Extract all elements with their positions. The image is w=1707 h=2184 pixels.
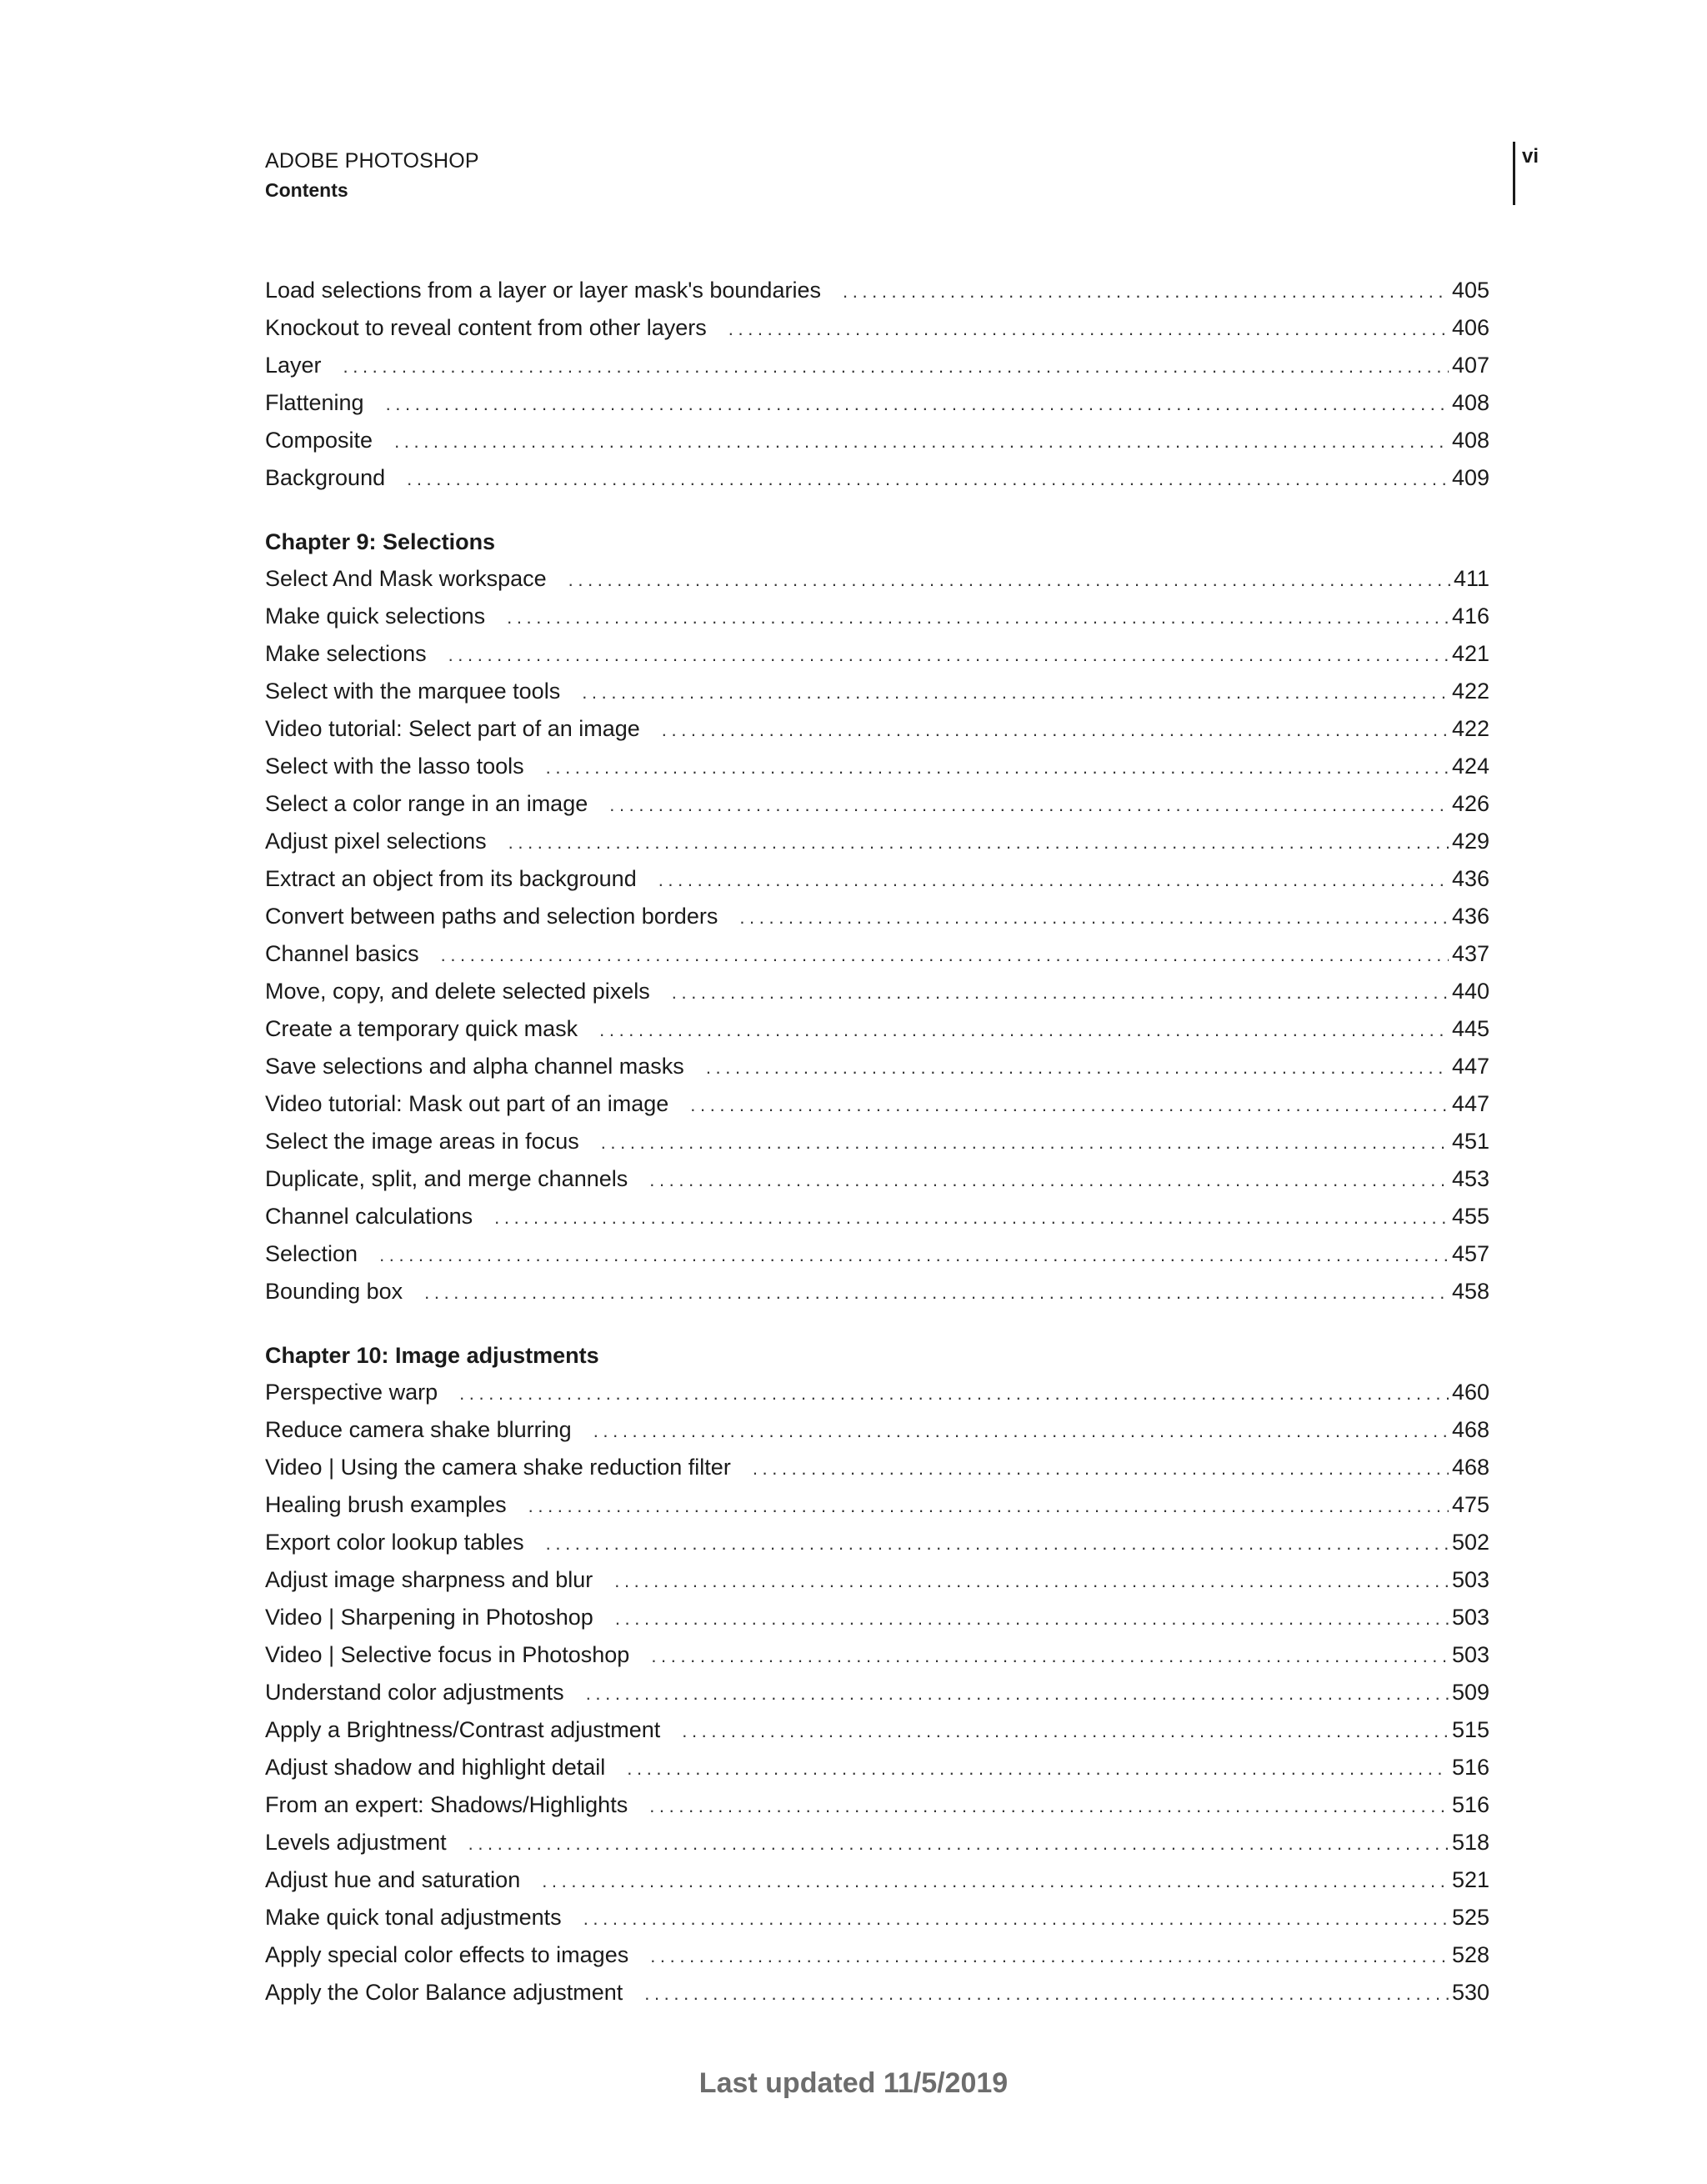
toc-entry-title: Export color lookup tables: [265, 1530, 524, 1555]
toc-entry[interactable]: [265, 1123, 1489, 1160]
toc-dot-leader: [394, 423, 1449, 460]
toc-entry[interactable]: [265, 1235, 1489, 1273]
toc-entry[interactable]: [265, 1486, 1489, 1524]
toc-dot-leader: [542, 1862, 1449, 1900]
chapter-heading[interactable]: Chapter 9: Selections: [265, 529, 496, 554]
toc-entry[interactable]: [265, 748, 1489, 785]
toc-entry[interactable]: [265, 1411, 1489, 1449]
toc-dot-leader: [507, 599, 1449, 636]
toc-entry-title: Flattening: [265, 390, 364, 415]
toc-entry[interactable]: [265, 785, 1489, 823]
toc-entry[interactable]: [265, 459, 1489, 497]
toc-entry-page: 502: [1451, 1530, 1489, 1555]
toc-dot-leader: [658, 861, 1449, 899]
toc-entry[interactable]: [265, 635, 1489, 673]
toc-entry-title: Apply a Brightness/Contrast adjustment: [265, 1717, 661, 1742]
toc-entry[interactable]: [265, 1674, 1489, 1711]
toc-dot-leader: [614, 1562, 1449, 1600]
app-title: ADOBE PHOTOSHOP: [265, 149, 479, 173]
toc-dot-leader: [583, 1900, 1449, 1937]
toc-entry-title: Background: [265, 465, 386, 490]
toc-entry[interactable]: [265, 1374, 1489, 1411]
toc-entry[interactable]: [265, 710, 1489, 748]
toc-entry[interactable]: [265, 1524, 1489, 1561]
toc-entry-page: 426: [1451, 791, 1489, 816]
toc-entry-title: Convert between paths and selection borders: [265, 904, 718, 929]
toc-entry-page: 422: [1451, 716, 1489, 741]
toc-dot-leader: [508, 824, 1449, 861]
toc-entry-title: Knockout to reveal content from other layers: [265, 315, 707, 340]
toc-entry-title: Reduce camera shake blurring: [265, 1417, 572, 1442]
toc-dot-leader: [682, 1712, 1449, 1750]
toc-entry-page: 475: [1451, 1492, 1489, 1517]
toc-dot-leader: [599, 1011, 1449, 1049]
toc-entry-title: Select And Mask workspace: [265, 566, 547, 591]
toc-entry-title: Apply special color effects to images: [265, 1942, 629, 1967]
toc-dot-leader: [601, 1124, 1449, 1161]
toc-entry[interactable]: [265, 309, 1489, 347]
toc-dot-leader: [843, 273, 1449, 310]
toc-entry-title: Select a color range in an image: [265, 791, 588, 816]
toc-dot-leader: [546, 1525, 1449, 1562]
toc-entry[interactable]: [265, 598, 1489, 635]
chapter-9-section: [265, 523, 1489, 1310]
toc-entry[interactable]: [265, 1449, 1489, 1486]
toc-dot-leader: [582, 674, 1449, 711]
toc-entry-title: Apply the Color Balance adjustment: [265, 1980, 623, 2005]
toc-entry-page: 440: [1451, 979, 1489, 1004]
toc-entry-title: Video tutorial: Select part of an image: [265, 716, 640, 741]
toc-entry-page: 516: [1451, 1755, 1489, 1780]
toc-entry[interactable]: [265, 1861, 1489, 1899]
toc-entry-page: 436: [1451, 904, 1489, 929]
page-number: vi: [1522, 145, 1539, 168]
toc-entry[interactable]: [265, 1561, 1489, 1599]
chapter-heading[interactable]: Chapter 10: Image adjustments: [265, 1343, 599, 1368]
toc-entry-title: Channel basics: [265, 941, 419, 966]
toc-entry-title: Adjust pixel selections: [265, 829, 487, 854]
toc-entry-title: Extract an object from its background: [265, 866, 637, 891]
toc-dot-leader: [662, 711, 1449, 749]
chapter-10-section: [265, 1337, 1489, 2011]
toc-entry-page: 455: [1451, 1204, 1489, 1229]
toc-entry[interactable]: [265, 973, 1489, 1010]
toc-entry-page: 503: [1451, 1567, 1489, 1592]
toc-entry-title: Levels adjustment: [265, 1830, 447, 1855]
toc-entry-title: Selection: [265, 1241, 358, 1266]
toc-entry[interactable]: [265, 1974, 1489, 2011]
toc-entry-title: Composite: [265, 428, 373, 453]
toc-entry-page: 503: [1451, 1605, 1489, 1630]
toc-entry-page: 407: [1451, 353, 1489, 378]
toc-dot-leader: [448, 636, 1449, 674]
toc-entry[interactable]: [265, 1899, 1489, 1936]
toc-entry-title: Channel calculations: [265, 1204, 473, 1229]
toc-dot-leader: [739, 899, 1449, 936]
toc-entry-page: 416: [1451, 604, 1489, 629]
toc-entry-page: 405: [1451, 278, 1489, 303]
toc-entry-page: 451: [1451, 1129, 1489, 1154]
page-header: [265, 147, 479, 204]
toc-entry-title: Video | Sharpening in Photoshop: [265, 1605, 593, 1630]
toc-entry-page: 408: [1451, 390, 1489, 415]
toc-dot-leader: [672, 974, 1449, 1011]
toc-entry-page: 503: [1451, 1642, 1489, 1667]
toc-entry[interactable]: [265, 1824, 1489, 1861]
toc-entry-title: Video tutorial: Mask out part of an image: [265, 1091, 669, 1116]
toc-entry-title: Select with the marquee tools: [265, 679, 561, 704]
toc-entry-page: 518: [1451, 1830, 1489, 1855]
last-updated-footer: Last updated 11/5/2019: [698, 2067, 1009, 2099]
toc-entry[interactable]: [265, 422, 1489, 459]
toc-entry[interactable]: [265, 1048, 1489, 1085]
toc-entry[interactable]: [265, 1085, 1489, 1123]
toc-entry-page: 422: [1451, 679, 1489, 704]
toc-dot-leader: [441, 936, 1449, 974]
toc-dot-leader: [753, 1450, 1449, 1487]
toc-dot-leader: [649, 1161, 1449, 1199]
toc-entry[interactable]: [265, 1010, 1489, 1048]
toc-entry-title: Layer: [265, 353, 322, 378]
toc-entry-title: Adjust shadow and highlight detail: [265, 1755, 606, 1780]
toc-dot-leader: [728, 310, 1449, 348]
toc-entry-page: 515: [1451, 1717, 1489, 1742]
toc-entry-page: 429: [1451, 829, 1489, 854]
toc-entry-page: 445: [1451, 1016, 1489, 1041]
toc-entry[interactable]: [265, 1786, 1489, 1824]
toc-dot-leader: [649, 1787, 1449, 1825]
toc-entry-title: Duplicate, split, and merge channels: [265, 1166, 628, 1191]
toc-entry-page: 521: [1451, 1867, 1489, 1892]
toc-entry[interactable]: [265, 384, 1489, 422]
toc-entry-page: 460: [1451, 1380, 1489, 1405]
toc-entry-title: Save selections and alpha channel masks: [265, 1054, 684, 1079]
toc-entry-title: Bounding box: [265, 1279, 403, 1304]
toc-entry[interactable]: [265, 860, 1489, 898]
toc-dot-leader: [379, 1236, 1449, 1274]
toc-entry-page: 408: [1451, 428, 1489, 453]
toc-entry-title: Understand color adjustments: [265, 1680, 564, 1705]
toc-dot-leader: [459, 1375, 1449, 1412]
toc-entry-page: 509: [1451, 1680, 1489, 1705]
toc-entry[interactable]: [265, 935, 1489, 973]
toc-entry[interactable]: [265, 1636, 1489, 1674]
toc-entry[interactable]: [265, 347, 1489, 384]
header-divider: [1513, 142, 1515, 205]
toc-entry-title: Select the image areas in focus: [265, 1129, 579, 1154]
toc-dot-leader: [650, 1937, 1449, 1975]
toc-entry-title: Load selections from a layer or layer mask's boundaries: [265, 278, 821, 303]
toc-entry[interactable]: [265, 272, 1489, 309]
toc-entry[interactable]: [265, 1198, 1489, 1235]
toc-entry-title: Select with the lasso tools: [265, 754, 524, 779]
toc-dot-leader: [593, 1412, 1449, 1450]
toc-entry-title: Adjust hue and saturation: [265, 1867, 521, 1892]
toc-entry-page: 458: [1451, 1279, 1489, 1304]
toc-entry-title: Create a temporary quick mask: [265, 1016, 578, 1041]
toc-entry[interactable]: [265, 560, 1489, 598]
toc-entry-page: 516: [1451, 1792, 1489, 1817]
toc-entry-page: 436: [1451, 866, 1489, 891]
toc-dot-leader: [586, 1675, 1449, 1712]
toc-dot-leader: [706, 1049, 1449, 1086]
toc-entry-title: Make quick selections: [265, 604, 486, 629]
toc-entry-page: 411: [1453, 566, 1489, 591]
toc-dot-leader: [343, 348, 1449, 385]
toc-dot-leader: [609, 786, 1449, 824]
toc-entry-page: 453: [1451, 1166, 1489, 1191]
toc-dot-leader: [424, 1274, 1449, 1311]
toc-dot-leader: [690, 1086, 1449, 1124]
toc-dot-leader: [651, 1637, 1449, 1675]
toc-dot-leader: [528, 1487, 1449, 1525]
toc-entry-title: Move, copy, and delete selected pixels: [265, 979, 650, 1004]
toc-entry-page: 437: [1451, 941, 1489, 966]
toc-entry-page: 447: [1451, 1091, 1489, 1116]
toc-entry[interactable]: [265, 673, 1489, 710]
toc-dot-leader: [468, 1825, 1449, 1862]
toc-entry-page: 409: [1451, 465, 1489, 490]
toc-entry[interactable]: [265, 1711, 1489, 1749]
toc-entry-page: 528: [1451, 1942, 1489, 1967]
toc-dot-leader: [546, 749, 1449, 786]
toc-entry-page: 468: [1451, 1417, 1489, 1442]
toc-dot-leader: [407, 460, 1449, 498]
toc-entry-title: Make selections: [265, 641, 427, 666]
section-title: Contents: [265, 179, 348, 201]
toc-entry-title: Make quick tonal adjustments: [265, 1905, 562, 1930]
toc-entry-page: 457: [1451, 1241, 1489, 1266]
toc-entry[interactable]: [265, 1273, 1489, 1310]
toc-entry[interactable]: [265, 823, 1489, 860]
toc-entry[interactable]: [265, 898, 1489, 935]
toc-entry-page: 406: [1451, 315, 1489, 340]
toc-dot-leader: [386, 385, 1449, 423]
toc-entry-title: Video | Selective focus in Photoshop: [265, 1642, 630, 1667]
table-of-contents: [265, 272, 1489, 2011]
toc-entry[interactable]: [265, 1160, 1489, 1198]
toc-dot-leader: [627, 1750, 1449, 1787]
toc-entry-page: 468: [1451, 1455, 1489, 1480]
toc-entry-page: 447: [1451, 1054, 1489, 1079]
toc-entry-title: Adjust image sharpness and blur: [265, 1567, 593, 1592]
toc-entry-title: Healing brush examples: [265, 1492, 507, 1517]
toc-dot-leader: [615, 1600, 1449, 1637]
toc-intro-group: [265, 272, 1489, 497]
toc-dot-leader: [568, 561, 1450, 599]
toc-entry[interactable]: [265, 1936, 1489, 1974]
toc-entry[interactable]: [265, 1749, 1489, 1786]
toc-entry-page: 424: [1451, 754, 1489, 779]
toc-entry-title: Perspective warp: [265, 1380, 438, 1405]
toc-dot-leader: [494, 1199, 1449, 1236]
toc-entry[interactable]: [265, 1599, 1489, 1636]
toc-entry-title: Video | Using the camera shake reduction filter: [265, 1455, 731, 1480]
toc-dot-leader: [644, 1975, 1449, 2012]
toc-entry-page: 421: [1451, 641, 1489, 666]
toc-entry-page: 530: [1451, 1980, 1489, 2005]
toc-entry-page: 525: [1451, 1905, 1489, 1930]
toc-entry-title: From an expert: Shadows/Highlights: [265, 1792, 628, 1817]
